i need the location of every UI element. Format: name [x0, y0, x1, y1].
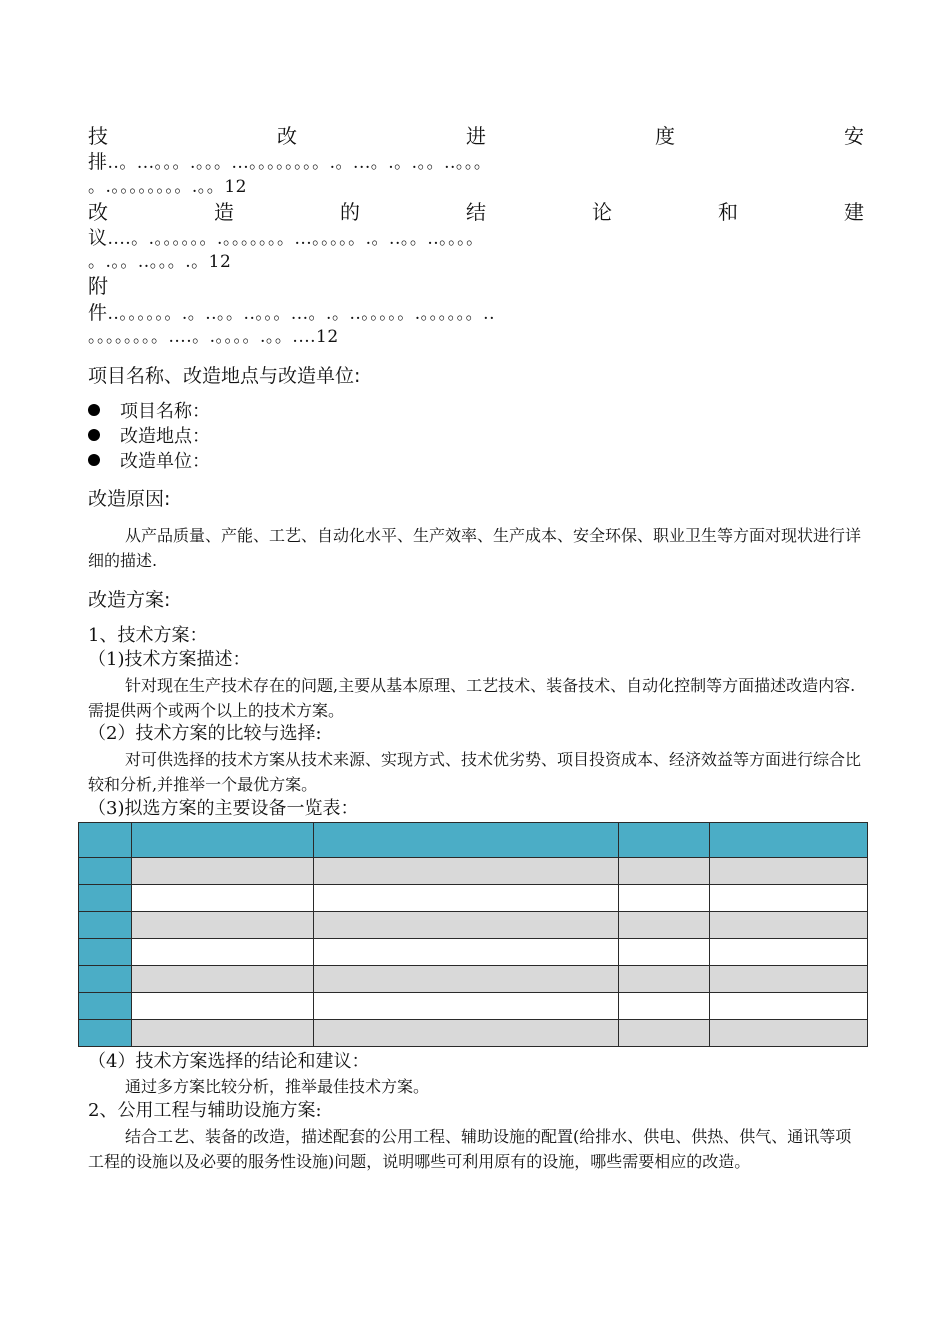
- table-row: [79, 912, 868, 939]
- table-cell: [710, 939, 868, 966]
- table-header-cell: [132, 823, 314, 858]
- table-cell: [710, 966, 868, 993]
- section-heading-plan: 改造方案:: [88, 589, 171, 611]
- bullet-icon: [88, 454, 100, 466]
- table-cell: [132, 1020, 314, 1047]
- toc-leader-dots: ..。...。。。.。。。...。。。。。。。。.。...。.。.。。..。。。: [107, 153, 492, 173]
- toc-leader-dots: 。。。。。。。。....。.。。。。.。。....: [88, 327, 317, 347]
- equipment-table: [78, 822, 868, 1047]
- tech-plan-title: 1、技术方案：: [88, 625, 208, 646]
- toc-entry-3-leader-2: [88, 325, 864, 349]
- toc-entry-1-leader: [88, 150, 864, 175]
- tech-desc-paragraph: 针对现在生产技术存在的问题,主要从基本原理、工艺技术、装备技术、自动化控制等方面描述改造内容.需提供两个或两个以上的技术方案。: [88, 676, 856, 720]
- table-cell: [314, 939, 619, 966]
- toc-leader-dots: ....。.。。。。。。.。。。。。。。...。。。。。.。..。。..。。。。: [107, 229, 484, 249]
- table-row: [79, 993, 868, 1020]
- utility-plan-paragraph: 结合工艺、装备的改造，描述配套的公用工程、辅助设施的配置(给排水、供电、供热、供气、通讯等项工程的设施以及必要的服务性设施)问题，说明哪些可利用原有的设施，哪些需要相应的改造。: [88, 1127, 852, 1171]
- table-row: [79, 885, 868, 912]
- table-cell: [619, 1020, 710, 1047]
- table-cell: [132, 939, 314, 966]
- table-cell: [132, 993, 314, 1020]
- toc-char: 技: [88, 124, 108, 148]
- table-cell: [314, 966, 619, 993]
- table-row: [79, 939, 868, 966]
- toc-char: 建: [844, 200, 864, 224]
- bullet-icon: [88, 404, 100, 416]
- table-cell: [79, 966, 132, 993]
- table-row: [79, 858, 868, 885]
- table-cell: [619, 966, 710, 993]
- section-heading-reason: 改造原因:: [88, 488, 171, 510]
- table-row: [79, 1020, 868, 1047]
- table-header-cell: [710, 823, 868, 858]
- table-header-cell: [314, 823, 619, 858]
- table-cell: [314, 858, 619, 885]
- tech-conclusion-title: （4）技术方案选择的结论和建议：: [88, 1051, 370, 1072]
- toc-char: 和: [718, 200, 738, 224]
- table-cell: [619, 993, 710, 1020]
- table-cell: [79, 1020, 132, 1047]
- table-cell: [314, 885, 619, 912]
- table-cell: [619, 912, 710, 939]
- toc-char: 改: [88, 200, 108, 224]
- table-header-cell: [619, 823, 710, 858]
- table-cell: [79, 858, 132, 885]
- toc-entry-2-title[interactable]: [88, 200, 864, 224]
- table-cell: [619, 858, 710, 885]
- toc-char: 论: [592, 200, 612, 224]
- tech-compare-paragraph: 对可供选择的技术方案从技术来源、实现方式、技术优劣势、项目投资成本、经济效益等方面进行综合比较和分析,并推举一个最优方案。: [88, 750, 862, 794]
- toc-char: 安: [844, 124, 864, 148]
- table-cell: [79, 885, 132, 912]
- table-cell: [314, 993, 619, 1020]
- toc-char: 造: [214, 200, 234, 224]
- toc-char: 结: [466, 200, 486, 224]
- table-cell: [132, 858, 314, 885]
- toc-page-number: 12: [316, 327, 339, 347]
- table-cell: [314, 1020, 619, 1047]
- toc-char: 的: [340, 200, 360, 224]
- list-item: [88, 399, 210, 424]
- table-cell: [710, 1020, 868, 1047]
- table-cell: [79, 939, 132, 966]
- table-cell: [710, 858, 868, 885]
- toc-entry-3-leader: [88, 301, 864, 326]
- table-cell: [79, 993, 132, 1020]
- utility-plan-title: 2、公用工程与辅助设施方案:: [88, 1100, 322, 1121]
- toc-entry-2-leader-2: [88, 250, 864, 274]
- section-heading-project: 项目名称、改造地点与改造单位:: [88, 365, 361, 387]
- toc-entry-2-leader: [88, 226, 864, 251]
- toc-title-cont: 议: [88, 227, 108, 249]
- toc-entry-3-title[interactable]: [88, 274, 864, 298]
- table-cell: [619, 885, 710, 912]
- list-item-label: 项目名称：: [120, 401, 210, 422]
- table-cell: [79, 912, 132, 939]
- tech-conclusion-paragraph: 通过多方案比较分析，推举最佳技术方案。: [125, 1077, 430, 1096]
- toc-page-number: 12: [208, 252, 232, 272]
- table-cell: [710, 912, 868, 939]
- table-header-row: [79, 823, 868, 858]
- tech-desc-title: （1)技术方案描述：: [88, 649, 251, 670]
- tech-compare-title: （2）技术方案的比较与选择:: [88, 723, 322, 744]
- toc-title-cont: 排: [88, 151, 108, 173]
- toc-page-number: 12: [224, 177, 247, 197]
- toc-entry-1-leader-2: [88, 175, 864, 199]
- table-cell: [132, 966, 314, 993]
- list-item-label: 改造单位：: [120, 451, 210, 472]
- toc-char: 度: [655, 124, 675, 148]
- toc-title-cont: 件: [88, 302, 108, 324]
- list-item-label: 改造地点：: [120, 426, 210, 447]
- table-cell: [710, 885, 868, 912]
- bullet-icon: [88, 429, 100, 441]
- table-cell: [619, 939, 710, 966]
- list-item: [88, 424, 210, 449]
- equipment-table-title: （3)拟选方案的主要设备一览表：: [88, 798, 359, 819]
- toc-leader-dots: ..。。。。。。.。..。。..。。。...。.。..。。。。。.。。。。。。..: [107, 304, 495, 324]
- toc-leader-dots: 。.。。..。。。.。: [88, 252, 209, 272]
- toc-entry-1-title[interactable]: [88, 124, 864, 148]
- toc-char: 改: [277, 124, 297, 148]
- table-cell: [132, 885, 314, 912]
- list-item: [88, 449, 210, 474]
- reason-paragraph: 从产品质量、产能、工艺、自动化水平、生产效率、生产成本、安全环保、职业卫生等方面对现状进行详细的描述.: [88, 526, 862, 570]
- toc-leader-dots: 。.。。。。。。。。.。。: [88, 177, 225, 197]
- table-cell: [314, 912, 619, 939]
- table-cell: [132, 912, 314, 939]
- table-header-cell: [79, 823, 132, 858]
- table-cell: [710, 993, 868, 1020]
- toc-char: 附: [88, 274, 108, 298]
- toc-char: 进: [466, 124, 486, 148]
- table-row: [79, 966, 868, 993]
